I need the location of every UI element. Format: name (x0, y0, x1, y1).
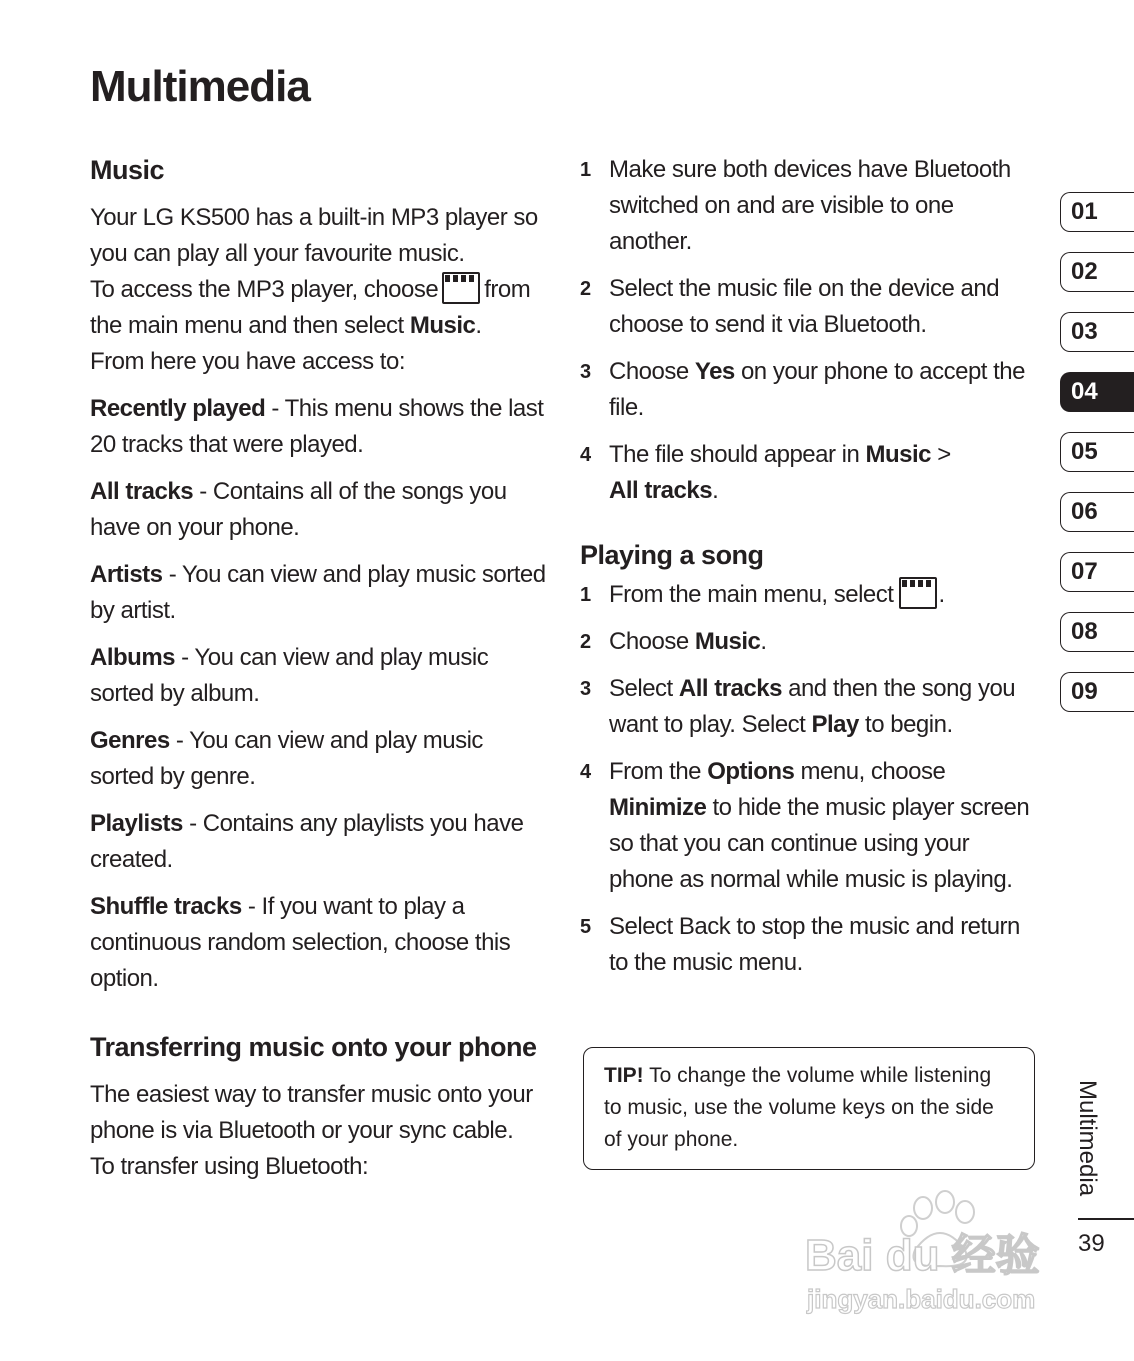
watermark-url: jingyan.baidu.com (807, 1284, 1036, 1314)
tip-box (583, 1047, 1035, 1170)
watermark-logo: Bai du 经验 (805, 1231, 1040, 1280)
chapter-tab-07[interactable]: 07 (1060, 552, 1134, 592)
list-item: 4 From the Options menu, choose Minimize to hide the music player screen so that you can continue using your phone as normal while music is playing. (580, 758, 1030, 893)
tip-text: To change the volume while listening to music, use the volume keys on the side of your phone. (604, 1064, 994, 1151)
tip-label: TIP! (604, 1064, 644, 1087)
left-column (90, 152, 550, 1185)
chapter-tab-01[interactable]: 01 (1060, 192, 1134, 232)
list-item: 1 Make sure both devices have Bluetooth switched on and are visible to one another. (580, 156, 1011, 255)
list-item: 2 Choose Music. (580, 628, 767, 655)
bluetooth-steps (580, 152, 1036, 509)
chapter-tab-04[interactable]: 04 (1060, 372, 1134, 412)
transfer-text: The easiest way to transfer music onto your phone is via Bluetooth or your sync cable. (90, 1081, 533, 1144)
list-item: 4 The file should appear in Music > All tracks. (580, 441, 951, 504)
playing-song-heading: Playing a song (580, 540, 764, 570)
chapter-tab-02[interactable]: 02 (1060, 252, 1134, 292)
right-column (580, 152, 1036, 992)
list-item: 2 Select the music file on the device and choose to send it via Bluetooth. (580, 275, 1000, 338)
list-item: 5 Select Back to stop the music and return to the music menu. (580, 913, 1020, 976)
feature-artists: Artists - You can view and play music sorted by artist. (90, 561, 546, 624)
feature-all-tracks: All tracks - Contains all of the songs you have on your phone. (90, 478, 507, 541)
chapter-tabs (1060, 192, 1134, 732)
transfer-text-2: To transfer using Bluetooth: (90, 1153, 369, 1180)
music-intro: Your LG KS500 has a built-in MP3 player so you can play all your favourite music. (90, 204, 538, 267)
feature-albums: Albums - You can view and play music sorted by album. (90, 644, 489, 707)
list-item: 3 Select All tracks and then the song you want to play. Select Play to begin. (580, 675, 1016, 738)
chapter-tab-05[interactable]: 05 (1060, 432, 1134, 472)
chapter-tab-03[interactable]: 03 (1060, 312, 1134, 352)
list-item: 3 Choose Yes on your phone to accept the file. (580, 358, 1025, 421)
transfer-heading: Transferring music onto your phone (90, 1032, 537, 1062)
chapter-tab-06[interactable]: 06 (1060, 492, 1134, 532)
feature-shuffle-tracks: Shuffle tracks - If you want to play a continuous random selection, choose this option. (90, 893, 511, 992)
music-access-text-2: From here you have access to: (90, 348, 405, 375)
page-title: Multimedia (90, 62, 310, 111)
baidu-watermark (805, 1190, 1075, 1320)
list-item: 1 From the main menu, select . (580, 577, 1036, 613)
feature-recently-played: Recently played - This menu shows the last 20 tracks that were played. (90, 395, 544, 458)
playing-steps (580, 577, 1036, 981)
feature-playlists: Playlists - Contains any playlists you have created. (90, 810, 524, 873)
page-number: 39 (1078, 1230, 1105, 1257)
music-access-text: To access the MP3 player, choose from the main menu and then select Music. (90, 272, 550, 344)
page-number-rule (1078, 1218, 1134, 1220)
multimedia-icon (442, 272, 480, 304)
music-heading: Music (90, 155, 165, 185)
chapter-tab-08[interactable]: 08 (1060, 612, 1134, 652)
multimedia-icon (899, 577, 937, 609)
side-section-label: Multimedia (1074, 1080, 1101, 1197)
chapter-tab-09[interactable]: 09 (1060, 672, 1134, 712)
feature-genres: Genres - You can view and play music sorted by genre. (90, 727, 483, 790)
